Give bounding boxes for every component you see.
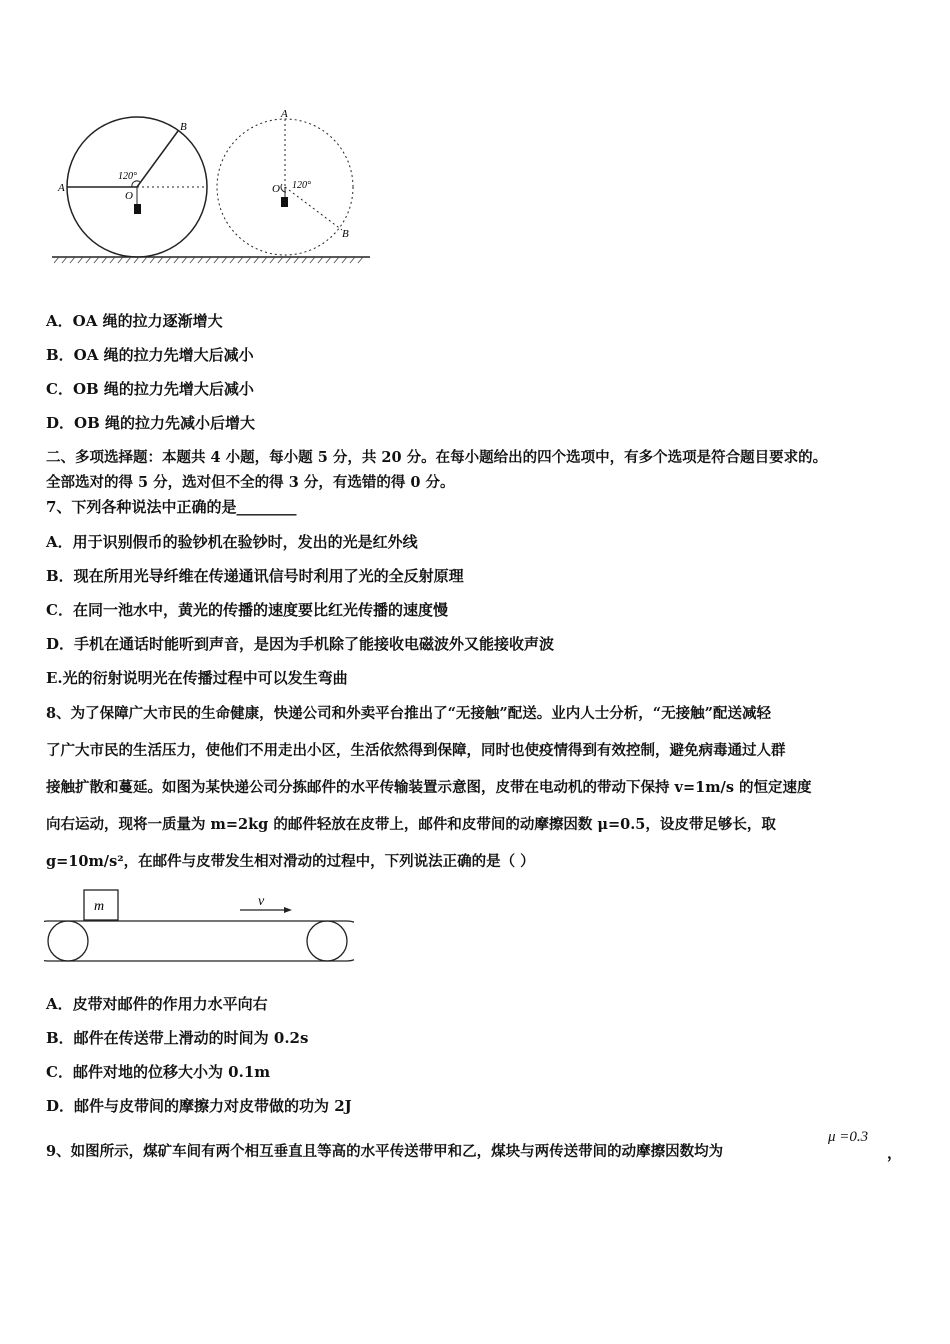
velocity-label: v bbox=[258, 894, 265, 909]
mass-label: m bbox=[94, 899, 105, 914]
right-label-a: A bbox=[281, 108, 288, 120]
section2-line2: 全部选对的得 5 分，选对但不全的得 3 分，有选错的得 0 分。 bbox=[46, 474, 455, 491]
q7-option-c: C．在同一池水中，黄光的传播的速度要比红光传播的速度慢 bbox=[46, 601, 448, 619]
q8-option-b: B．邮件在传送带上滑动的时间为 0.2s bbox=[46, 1029, 309, 1047]
section2-line1: 二、多项选择题：本题共 4 小题，每小题 5 分，共 20 分。在每小题给出的四个选项中，有多个选项是符合题目要求的。 bbox=[46, 449, 828, 466]
q7-option-e: E.光的衍射说明光在传播过程中可以发生弯曲 bbox=[46, 669, 348, 687]
circles-figure bbox=[40, 100, 380, 270]
q6-option-b: B．OA 绳的拉力先增大后减小 bbox=[46, 346, 254, 364]
q8-option-c: C．邮件对地的位移大小为 0.1m bbox=[46, 1063, 271, 1081]
right-label-b: B bbox=[342, 228, 349, 240]
q8-stem-line4: 向右运动，现将一质量为 m=2kg 的邮件轻放在皮带上，邮件和皮带间的动摩擦因数 μ=0.5，设皮带足够长，取 bbox=[46, 816, 776, 833]
q8-option-a: A．皮带对邮件的作用力水平向右 bbox=[46, 995, 268, 1013]
q8-stem-line3: 接触扩散和蔓延。如图为某快递公司分拣邮件的水平传输装置示意图，皮带在电动机的带动下保持 v=1m/s 的恒定速度 bbox=[46, 779, 812, 796]
q8-stem-line1: 8、为了保障广大市民的生命健康，快递公司和外卖平台推出了“无接触”配送。业内人士分析，“无接触”配送减轻 bbox=[46, 705, 771, 722]
q9-mu-expression: μ =0.3 bbox=[828, 1129, 869, 1145]
left-label-a: A bbox=[58, 182, 65, 194]
q6-option-d: D．OB 绳的拉力先减小后增大 bbox=[46, 414, 255, 432]
q7-option-b: B．现在所用光导纤维在传递通讯信号时利用了光的全反射原理 bbox=[46, 567, 464, 585]
q7-option-d: D．手机在通话时能听到声音，是因为手机除了能接收电磁波外又能接收声波 bbox=[46, 635, 555, 653]
right-angle: 120° bbox=[292, 180, 311, 191]
right-label-o: O bbox=[272, 183, 280, 195]
q9-tail: ， bbox=[887, 1144, 903, 1162]
q9-stem: 9、如图所示，煤矿车间有两个相互垂直且等高的水平传送带甲和乙，煤块与两传送带间的动摩擦因数均为 bbox=[46, 1143, 724, 1160]
q7-option-a: A．用于识别假币的验钞机在验钞时，发出的光是红外线 bbox=[46, 533, 418, 551]
q8-stem-line2: 了广大市民的生活压力，使他们不用走出小区，生活依然得到保障，同时也使疫情得到有效控制，避免病毒通过人群 bbox=[46, 742, 786, 759]
q6-option-a: A．OA 绳的拉力逐渐增大 bbox=[46, 312, 223, 330]
left-label-o: O bbox=[125, 190, 133, 202]
conveyor-figure bbox=[44, 886, 354, 970]
q8-stem-line5: g=10m/s²，在邮件与皮带发生相对滑动的过程中，下列说法正确的是（ ） bbox=[46, 853, 535, 870]
left-label-b: B bbox=[180, 121, 187, 133]
q6-option-c: C．OB 绳的拉力先增大后减小 bbox=[46, 380, 254, 398]
q7-stem: 7、下列各种说法中正确的是________ bbox=[46, 498, 297, 516]
left-angle: 120° bbox=[118, 171, 137, 182]
q8-option-d: D．邮件与皮带间的摩擦力对皮带做的功为 2J bbox=[46, 1097, 352, 1115]
